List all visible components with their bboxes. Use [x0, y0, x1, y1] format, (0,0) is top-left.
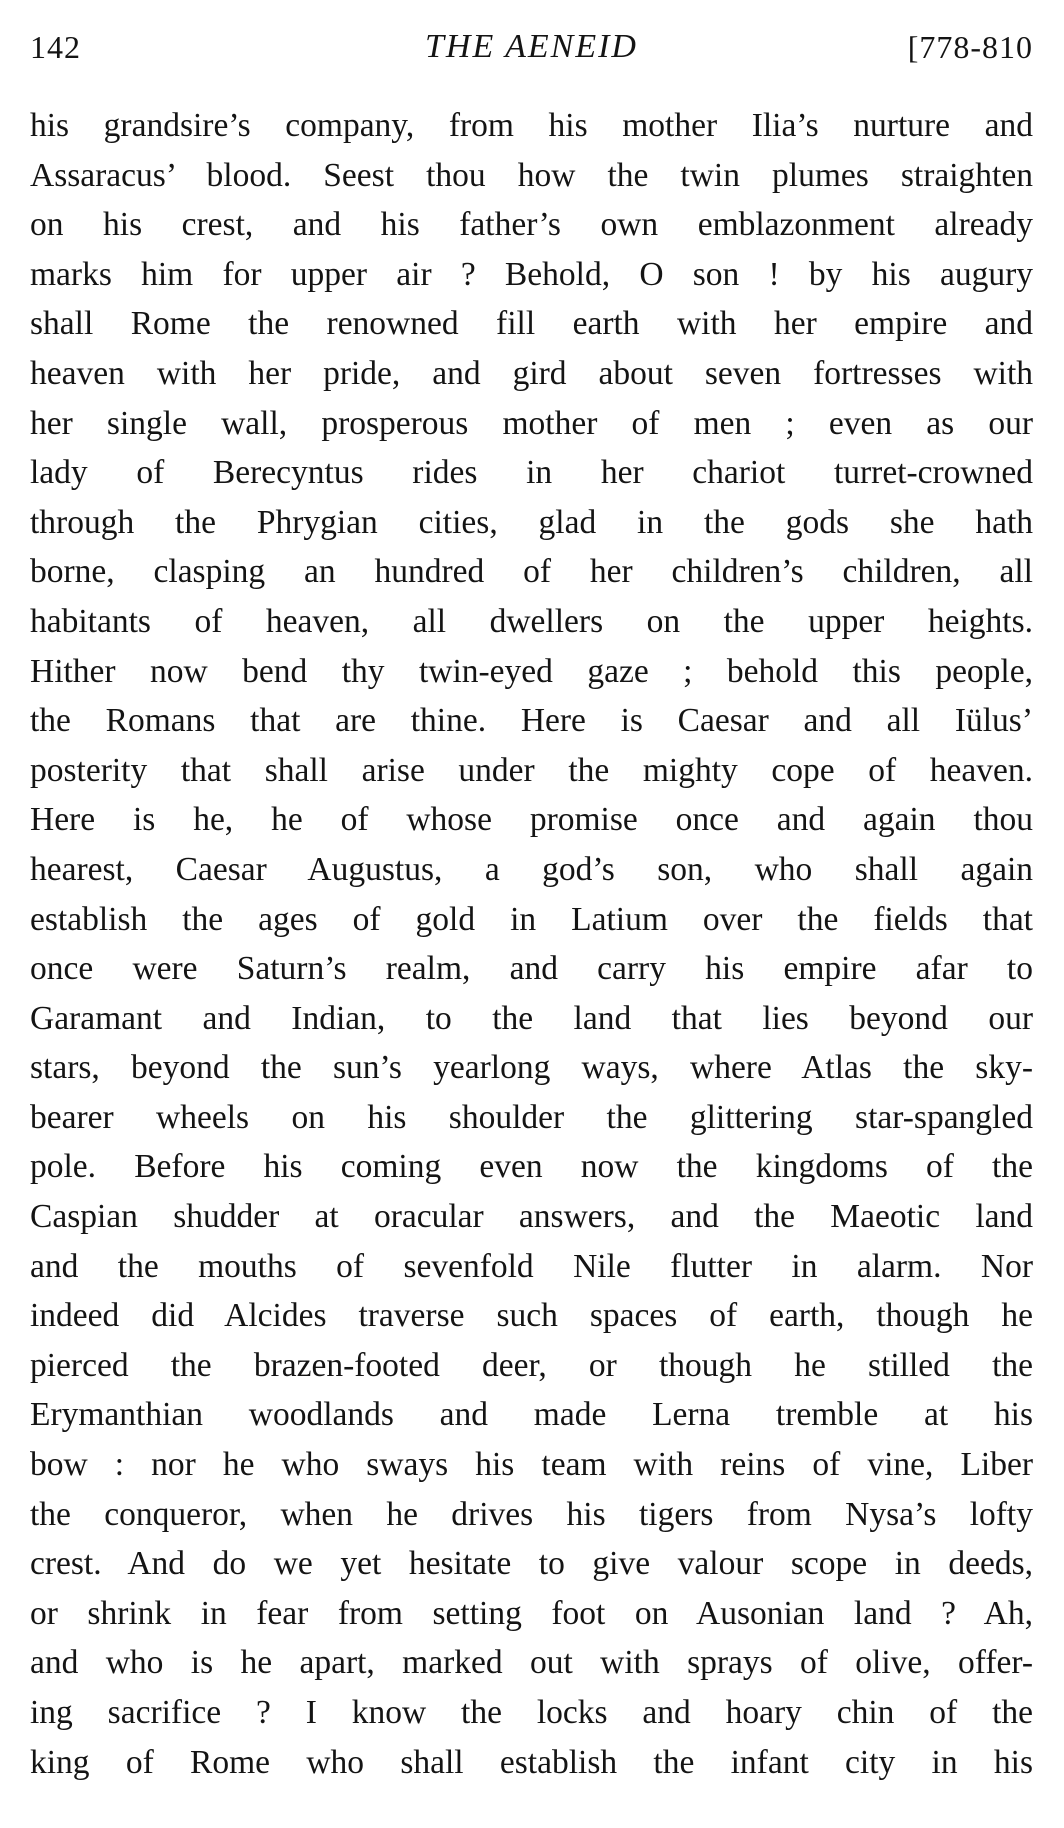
text-line: habitants of heaven, all dwellers on the upper heights.: [30, 602, 1033, 640]
text-line: through the Phrygian cities, glad in the gods she hath: [30, 503, 1033, 541]
text-line: pierced the brazen-footed deer, or though he stilled the: [30, 1346, 1033, 1384]
text-line: lady of Berecyntus rides in her chariot turret-crowned: [30, 454, 1033, 492]
text-line: and who is he apart, marked out with sprays of olive, offer-: [30, 1644, 1033, 1682]
text-line: stars, beyond the sun’s yearlong ways, where Atlas the sky-: [30, 1049, 1033, 1087]
text-line: heaven with her pride, and gird about seven fortresses with: [30, 354, 1033, 392]
text-line: establish the ages of gold in Latium over the fields that: [30, 900, 1033, 938]
text-line: marks him for upper air ? Behold, O son ! by his augury: [30, 255, 1033, 293]
text-line: the Romans that are thine. Here is Caesar and all Iülus’: [30, 702, 1033, 740]
text-line: shall Rome the renowned fill earth with her empire and: [30, 305, 1033, 343]
text-line: her single wall, prosperous mother of men ; even as our: [30, 404, 1033, 442]
running-head: [30, 22, 1033, 72]
text-line: pole. Before his coming even now the kingdoms of the: [30, 1148, 1033, 1186]
text-line: ing sacrifice ? I know the locks and hoary chin of the: [30, 1694, 1033, 1731]
text-line: crest. And do we yet hesitate to give valour scope in deeds,: [30, 1545, 1033, 1583]
text-line: on his crest, and his father’s own emblazonment already: [30, 206, 1033, 244]
text-line: borne, clasping an hundred of her children’s children, all: [30, 553, 1033, 591]
text-line: indeed did Alcides traverse such spaces of earth, though he: [30, 1297, 1033, 1335]
text-line: Hither now bend thy twin-eyed gaze ; behold this people,: [30, 652, 1033, 690]
text-line: Erymanthian woodlands and made Lerna tremble at his: [30, 1396, 1033, 1434]
body-text: [30, 101, 1033, 1787]
text-line: Assaracus’ blood. Seest thou how the twin plumes straighten: [30, 156, 1033, 194]
text-line: Here is he, he of whose promise once and again thou: [30, 801, 1033, 839]
page-number: 142: [30, 29, 81, 65]
book-title: THE AENEID: [425, 28, 638, 65]
text-line: his grandsire’s company, from his mother Ilia’s nurture and: [30, 107, 1033, 144]
text-line: Garamant and Indian, to the land that lies beyond our: [30, 999, 1033, 1037]
text-line: bearer wheels on his shoulder the glittering star-spangled: [30, 1098, 1033, 1136]
text-line: Caspian shudder at oracular answers, and the Maeotic land: [30, 1198, 1033, 1236]
text-line: posterity that shall arise under the mighty cope of heaven.: [30, 751, 1033, 789]
text-line: and the mouths of sevenfold Nile flutter in alarm. Nor: [30, 1247, 1033, 1285]
line-range: [778-810: [907, 29, 1033, 65]
text-line: king of Rome who shall establish the infant city in his: [30, 1743, 1033, 1781]
text-line: the conqueror, when he drives his tigers from Nysa’s lofty: [30, 1495, 1033, 1533]
text-line: or shrink in fear from setting foot on Ausonian land ? Ah,: [30, 1594, 1033, 1632]
text-line: hearest, Caesar Augustus, a god’s son, who shall again: [30, 850, 1033, 888]
text-line: bow : nor he who sways his team with reins of vine, Liber: [30, 1446, 1033, 1484]
text-line: once were Saturn’s realm, and carry his empire afar to: [30, 950, 1033, 988]
